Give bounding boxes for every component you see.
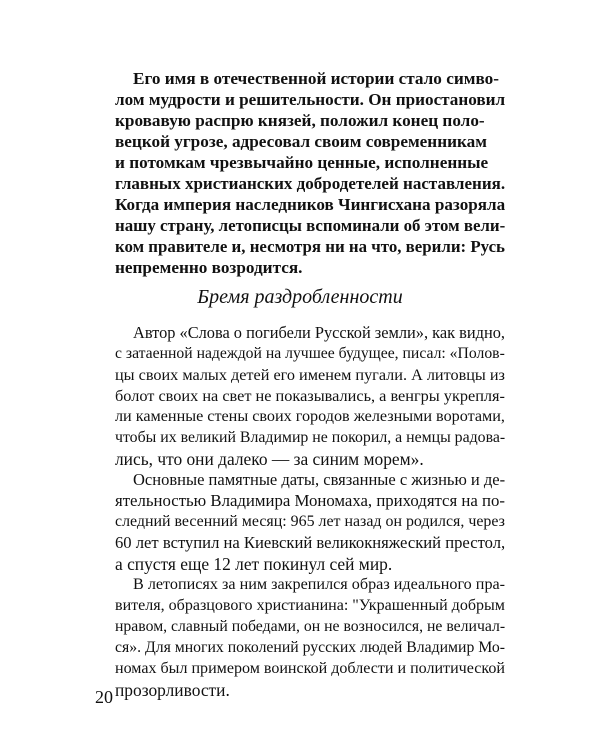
- intro-line: Когда империя наследников Чингисхана разоряла: [115, 195, 506, 214]
- body-line: вителя, образцового христианина: "Украшенный добрым: [115, 597, 505, 614]
- body-line: Автор «Слова о погибели Русской земли», как видно,: [133, 323, 505, 342]
- body-line: ятельностью Владимира Мономаха, приходятся на по-: [115, 491, 505, 510]
- body-line: ли каменные стены своих городов железными воротами,: [115, 408, 505, 425]
- intro-line: непременно возродится.: [115, 258, 303, 277]
- body-line: а спустя еще 12 лет покинул сей мир.: [115, 554, 393, 574]
- page-number: 20: [95, 687, 113, 707]
- body-line: прозорливости.: [115, 680, 230, 700]
- body-line: цы своих малых детей его именем пугали. А литовцы из: [115, 366, 505, 384]
- body-line: ся». Для многих поколений русских людей Владимир Мо-: [115, 639, 505, 656]
- intro-line: нашу страну, летописцы вспоминали об этом вели-: [115, 216, 506, 235]
- section-heading: Бремя раздробленности: [197, 286, 403, 308]
- body-line: 60 лет вступил на Киевский великокняжеский престол,: [115, 533, 506, 552]
- body-line: номах был примером воинской доблести и политической: [115, 660, 505, 677]
- body-line: нравом, славный победами, он не возносился, не величал-: [115, 618, 506, 635]
- intro-line: вецкой угрозе, адресовал своим современникам: [115, 132, 487, 151]
- body-line: лись, что они далеко — за синим морем».: [115, 449, 424, 469]
- intro-line: и потомкам чрезвычайно ценные, исполненные: [115, 153, 489, 172]
- body-line: В летописях за ним закрепился образ идеального пра-: [133, 576, 506, 593]
- intro-line: кровавую распрю князей, положил конец поло-: [115, 111, 485, 130]
- body-line: болот своих на свет не показывались, а венгры укрепля-: [115, 386, 505, 405]
- intro-line: Его имя в отечественной истории стало симво-: [133, 69, 499, 88]
- body-line: чтобы их великий Владимир не покорил, а немцы радова-: [115, 429, 506, 446]
- body-line: Основные памятные даты, связанные с жизнью и де-: [133, 470, 506, 489]
- body-line: следний весенний месяц: 965 лет назад он родился, через: [115, 513, 505, 530]
- body-line: с затаенной надеждой на лучшее будущее, писал: «Полов-: [115, 345, 505, 362]
- intro-line: лом мудрости и решительности. Он приостановил: [115, 90, 506, 109]
- intro-line: ком правителе и, несмотря ни на что, верили: Русь: [115, 237, 505, 256]
- intro-line: главных христианских добродетелей наставления.: [115, 174, 506, 193]
